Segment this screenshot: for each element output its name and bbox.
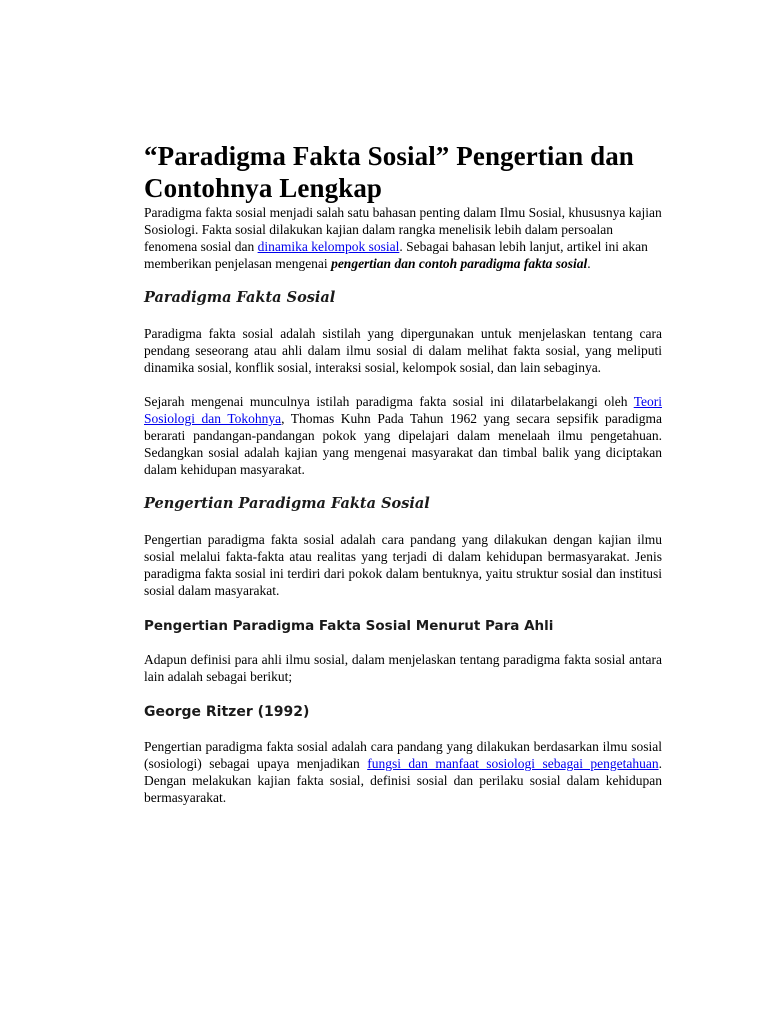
section4-paragraph-1	[144, 738, 662, 806]
section4-para1-text-1: Pengertian paradigma fakta sosial adalah cara pandang yang dilakukan berdasarkan ilmu sosial (sosiologi) sebagai upaya menjadikan	[144, 739, 662, 771]
section-heading-george-ritzer: George Ritzer (1992)	[144, 704, 310, 720]
section1-paragraph-2	[144, 393, 662, 478]
intro-text-2: . Sebagai bahasan lebih lanjut, artikel ini akan memberikan penjelasan mengenai	[144, 239, 648, 271]
article-content	[144, 140, 662, 806]
section-heading-menurut-ahli: Pengertian Paradigma Fakta Sosial Menurut Para Ahli	[144, 618, 554, 634]
intro-text-1: Paradigma fakta sosial menjadi salah satu bahasan penting dalam Ilmu Sosial, khususnya kajian Sosiologi. Fakta sosial dilakukan kajian dalam rangka menelisik lebih dalam persoalan fenomena sosial dan	[144, 205, 662, 254]
page-title: “Paradigma Fakta Sosial” Pengertian dan Contohnya Lengkap	[144, 141, 634, 203]
section2-paragraph-1: Pengertian paradigma fakta sosial adalah cara pandang yang dilakukan dengan kajian ilmu sosial melalui fakta-fakta atau realitas yang terjadi di dalam kehidupan bermasyarakat. Jenis paradigma fakta sosial ini terdiri dari pokok dalam bentuknya, yaitu struktur sosial dan institusi sosial dalam masyarakat.	[144, 532, 662, 598]
section4-para1-text-2: . Dengan melakukan kajian fakta sosial, definisi sosial dan perilaku sosial dalam kehidupan bermasyarakat.	[144, 756, 662, 805]
section1-para2-text-2: , Thomas Kuhn Pada Tahun 1962 yang secara sepsifik paradigma berarati pandangan-pandangan pokok yang dipelajari dalam menelaah ilmu pengetahuan. Sedangkan sosial adalah kajian yang mengenai masyarakat dan timbal balik yang diciptakan dalam kehidupan masyarakat.	[144, 411, 662, 477]
link-dinamika-kelompok-sosial[interactable]: dinamika kelompok sosial	[257, 239, 400, 254]
section-heading-pengertian: Pengertian Paradigma Fakta Sosial	[144, 495, 430, 512]
link-teori-sosiologi[interactable]: Teori Sosiologi dan Tokohnya	[144, 394, 662, 426]
intro-paragraph	[144, 204, 662, 272]
intro-text-3: .	[587, 256, 591, 271]
section1-paragraph-1: Paradigma fakta sosial adalah sistilah yang dipergunakan untuk menjelaskan tentang cara pendang seseorang atau ahli dalam ilmu sosial di dalam melihat fakta sosial, yang meliputi dinamika sosial, konflik sosial, interaksi sosial, kelompok sosial, dan lain sebaginya.	[144, 326, 662, 375]
section3-paragraph-1: Adapun definisi para ahli ilmu sosial, dalam menjelaskan tentang paradigma fakta sosial antara lain adalah sebagai berikut;	[144, 652, 662, 684]
intro-emphasis: pengertian dan contoh paradigma fakta sosial	[331, 256, 588, 271]
section-heading-paradigma: Paradigma Fakta Sosial	[144, 289, 336, 306]
link-fungsi-manfaat-sosiologi[interactable]: fungsi dan manfaat sosiologi sebagai pengetahuan	[367, 756, 659, 771]
section1-para2-text-1: Sejarah mengenai munculnya istilah paradigma fakta sosial ini dilatarbelakangi oleh	[144, 394, 634, 409]
